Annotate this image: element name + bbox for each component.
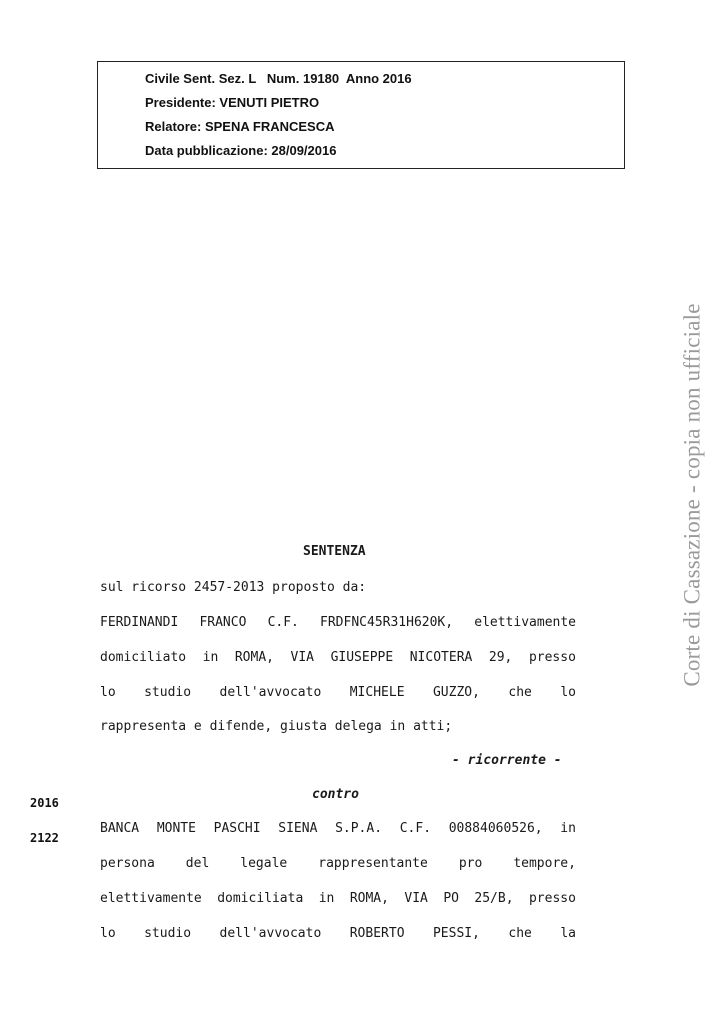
word: 29, bbox=[488, 650, 513, 665]
word: GIUSEPPE bbox=[330, 650, 394, 665]
appeal-intro: sul ricorso 2457-2013 proposto da: bbox=[100, 580, 367, 595]
case-reference: Civile Sent. Sez. L Num. 19180 Anno 2016 bbox=[145, 71, 412, 86]
word: dell'avvocato bbox=[219, 926, 322, 941]
word: GUZZO, bbox=[432, 685, 480, 700]
justified-line bbox=[100, 891, 576, 907]
word: C.F. bbox=[267, 615, 299, 630]
word: in bbox=[202, 650, 219, 665]
word: rappresentante bbox=[318, 856, 428, 871]
word: studio bbox=[144, 685, 192, 700]
word: VIA bbox=[290, 650, 315, 665]
word: PO bbox=[443, 891, 459, 906]
word: PASCHI bbox=[213, 821, 261, 836]
word: ROMA, bbox=[234, 650, 274, 665]
word: 00884060526, bbox=[448, 821, 543, 836]
word: MONTE bbox=[156, 821, 196, 836]
word: legale bbox=[240, 856, 288, 871]
margin-year: 2016 bbox=[30, 796, 59, 810]
word: pro bbox=[458, 856, 483, 871]
word: la bbox=[560, 926, 576, 941]
word: elettivamente bbox=[474, 615, 576, 630]
word: ROMA, bbox=[349, 891, 389, 906]
word: VIA bbox=[404, 891, 428, 906]
justified-line bbox=[100, 615, 576, 631]
word: che bbox=[508, 926, 532, 941]
watermark bbox=[667, 270, 719, 720]
word: FRANCO bbox=[199, 615, 247, 630]
word: NICOTERA bbox=[409, 650, 473, 665]
word: lo bbox=[560, 685, 576, 700]
case-header-box bbox=[97, 61, 625, 169]
word: presso bbox=[528, 891, 576, 906]
word: in bbox=[560, 821, 576, 836]
president-line: Presidente: VENUTI PIETRO bbox=[145, 95, 320, 110]
justified-line bbox=[100, 685, 576, 701]
contro-label: contro bbox=[312, 787, 359, 802]
word: studio bbox=[144, 926, 192, 941]
watermark-text: Corte di Cassazione - copia non ufficiale bbox=[680, 303, 706, 687]
sentence-title: SENTENZA bbox=[303, 544, 366, 559]
word: che bbox=[508, 685, 532, 700]
publication-date-line: Data pubblicazione: 28/09/2016 bbox=[145, 143, 337, 158]
appellant-role-label: - ricorrente - bbox=[452, 753, 562, 768]
word: PESSI, bbox=[432, 926, 480, 941]
paragraph-last-line: rappresenta e difende, giusta delega in atti; bbox=[100, 719, 453, 734]
word: FRDFNC45R31H620K, bbox=[320, 615, 454, 630]
word: persona bbox=[100, 856, 155, 871]
justified-line bbox=[100, 650, 576, 666]
word: lo bbox=[100, 926, 116, 941]
justified-line bbox=[100, 856, 576, 872]
justified-line bbox=[100, 926, 576, 942]
word: presso bbox=[528, 650, 576, 665]
word: elettivamente bbox=[100, 891, 202, 906]
word: tempore, bbox=[513, 856, 576, 871]
word: C.F. bbox=[399, 821, 432, 836]
justified-line bbox=[100, 821, 576, 837]
word: MICHELE bbox=[349, 685, 405, 700]
word: dell'avvocato bbox=[219, 685, 322, 700]
word: domiciliato bbox=[100, 650, 187, 665]
word: SIENA bbox=[278, 821, 318, 836]
rapporteur-line: Relatore: SPENA FRANCESCA bbox=[145, 119, 335, 134]
word: lo bbox=[100, 685, 116, 700]
word: domiciliata bbox=[217, 891, 304, 906]
word: in bbox=[318, 891, 335, 906]
word: BANCA bbox=[100, 821, 140, 836]
word: FERDINANDI bbox=[100, 615, 179, 630]
word: ROBERTO bbox=[349, 926, 405, 941]
word: S.P.A. bbox=[335, 821, 383, 836]
word: 25/B, bbox=[474, 891, 514, 906]
word: del bbox=[185, 856, 210, 871]
margin-number: 2122 bbox=[30, 831, 59, 845]
